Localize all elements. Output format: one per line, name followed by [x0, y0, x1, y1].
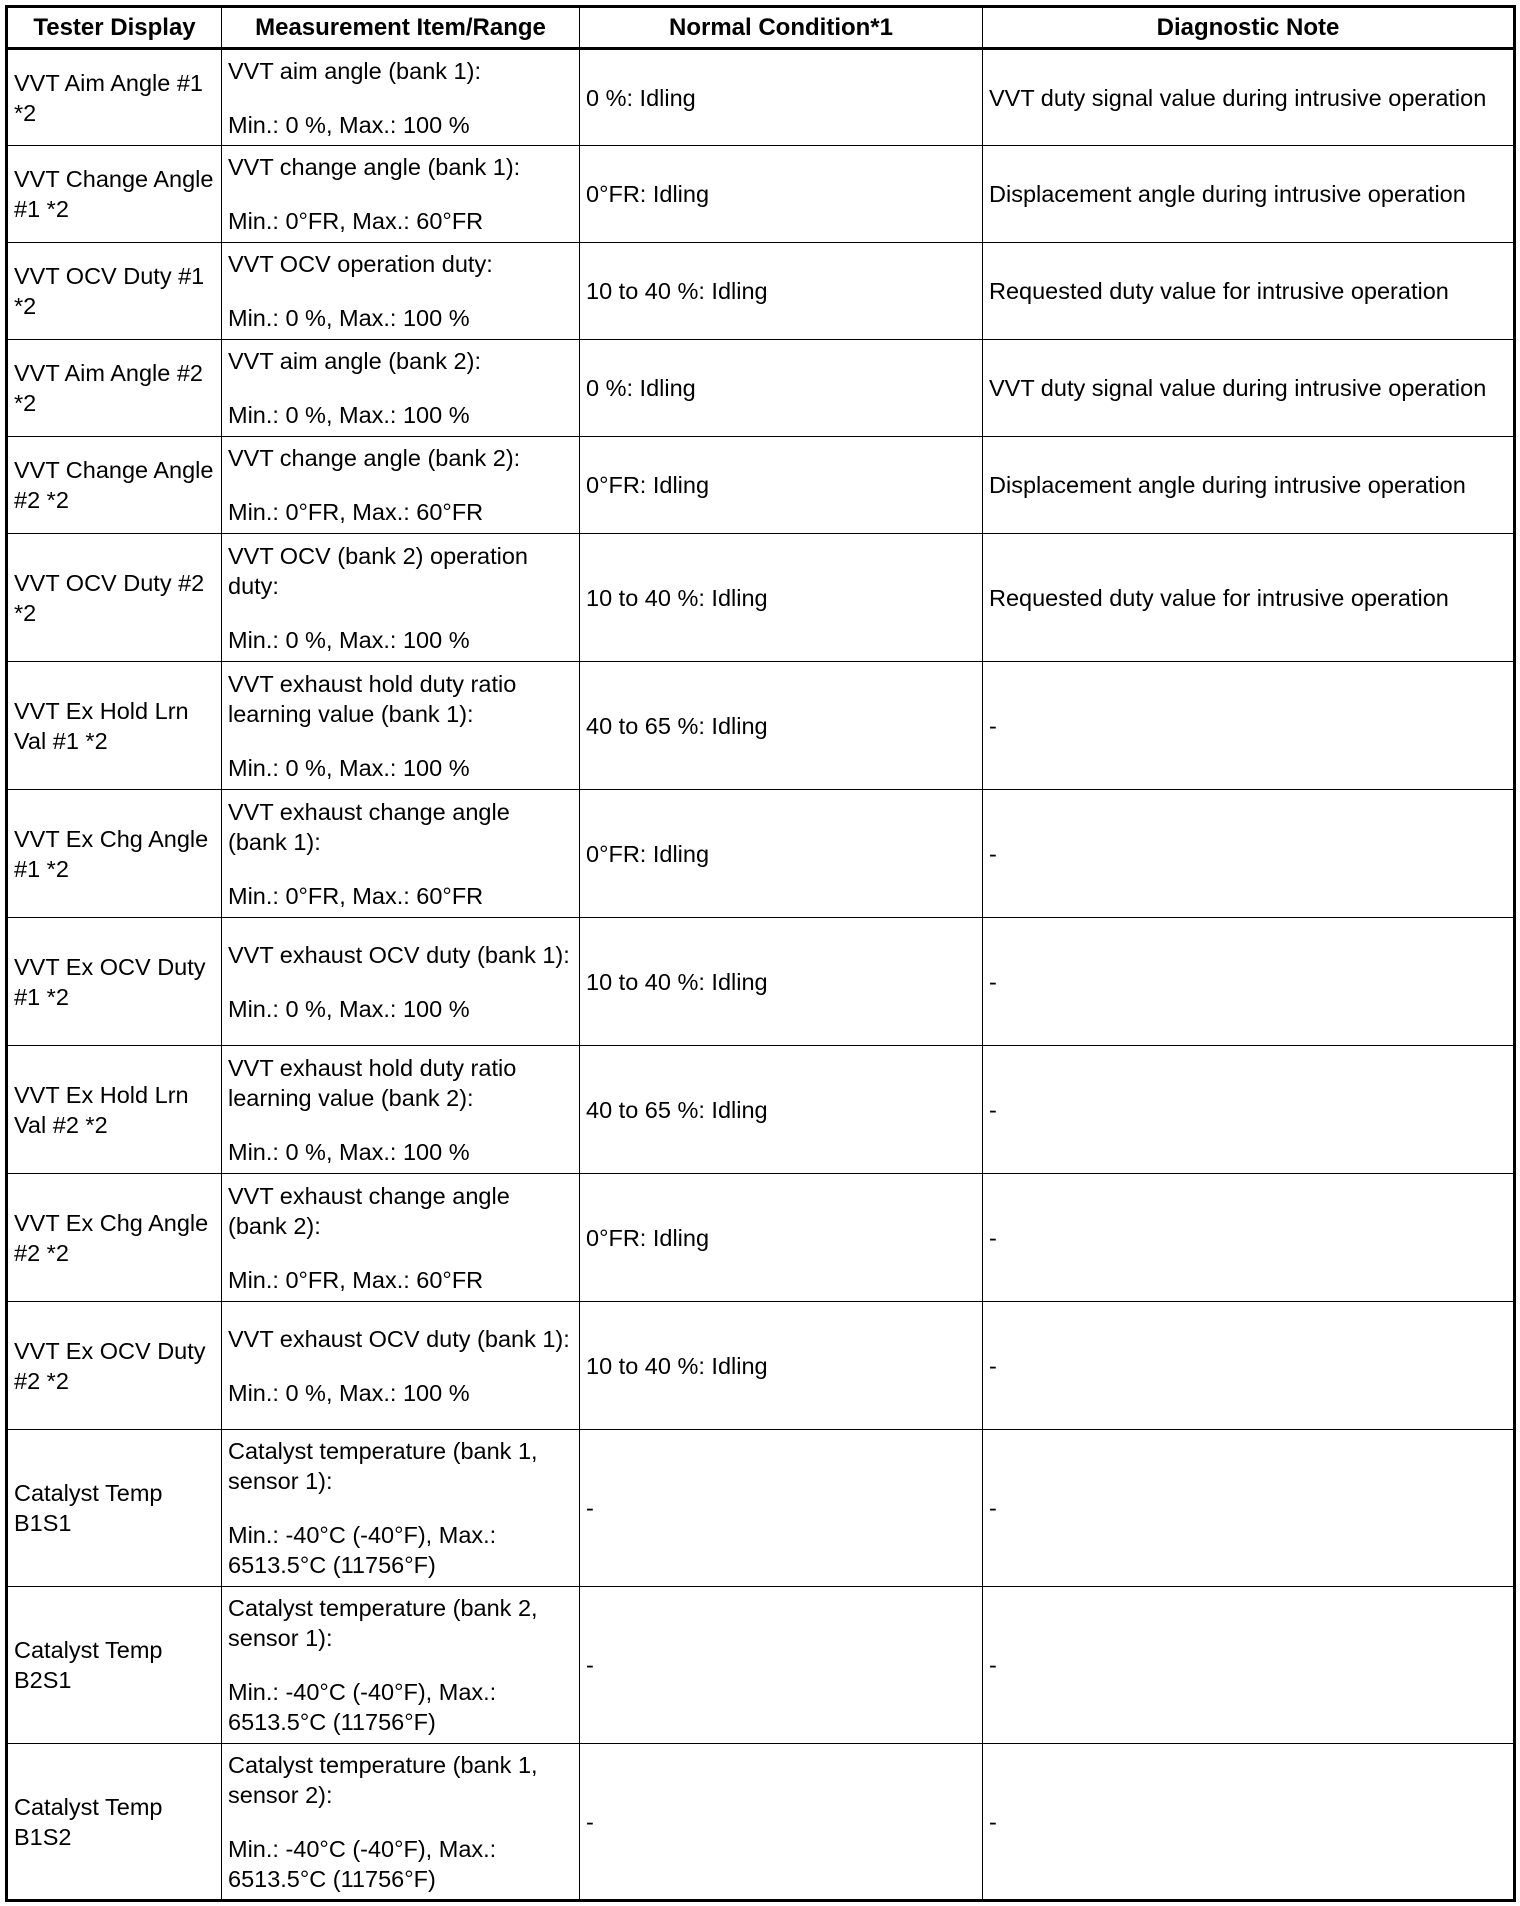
- measurement-cell: [222, 1174, 580, 1302]
- measurement-range: Min.: 0 %, Max.: 100 %: [228, 111, 470, 138]
- measurement-item: VVT change angle (bank 2):: [228, 445, 521, 471]
- diagnostic-note-cell: VVT duty signal value during intrusive operation: [983, 340, 1515, 437]
- tester-display-cell: VVT Change Angle #1 *2: [7, 146, 222, 243]
- tester-display-cell: VVT Ex OCV Duty #1 *2: [7, 918, 222, 1046]
- tester-display-cell: VVT Aim Angle #1 *2: [7, 49, 222, 146]
- measurement-cell: [222, 1302, 580, 1430]
- tester-display-cell: Catalyst Temp B2S1: [7, 1587, 222, 1744]
- measurement-item: Catalyst temperature (bank 1, sensor 1):: [228, 1438, 538, 1494]
- normal-condition-cell: 40 to 65 %: Idling: [580, 1046, 983, 1174]
- measurement-range: Min.: 0°FR, Max.: 60°FR: [228, 499, 484, 525]
- normal-condition-cell: 10 to 40 %: Idling: [580, 243, 983, 340]
- normal-condition-cell: 40 to 65 %: Idling: [580, 662, 983, 790]
- tester-display-cell: Catalyst Temp B1S2: [7, 1744, 222, 1901]
- measurement-item: VVT exhaust hold duty ratio learning value (bank 2):: [228, 1054, 517, 1111]
- measurement-item: VVT exhaust hold duty ratio learning value (bank 1):: [228, 670, 517, 727]
- measurement-range: Min.: 0 %, Max.: 100 %: [228, 402, 470, 428]
- normal-condition-cell: -: [580, 1430, 983, 1587]
- tester-display-cell: VVT Ex Chg Angle #2 *2: [7, 1174, 222, 1302]
- measurement-range: Min.: 0°FR, Max.: 60°FR: [228, 1266, 484, 1293]
- measurement-cell: [222, 1046, 580, 1174]
- measurement-cell: [222, 918, 580, 1046]
- diagnostic-note-cell: -: [983, 918, 1515, 1046]
- normal-condition-cell: 0°FR: Idling: [580, 790, 983, 918]
- normal-condition-cell: 0 %: Idling: [580, 49, 983, 146]
- measurement-cell: [222, 340, 580, 437]
- data-list-table: [5, 5, 1516, 1902]
- measurement-item: Catalyst temperature (bank 1, sensor 2):: [228, 1751, 538, 1808]
- normal-condition-cell: 0°FR: Idling: [580, 1174, 983, 1302]
- measurement-cell: [222, 437, 580, 534]
- diagnostic-note-cell: -: [983, 1046, 1515, 1174]
- measurement-item: VVT exhaust change angle (bank 1):: [228, 798, 510, 855]
- measurement-cell: [222, 534, 580, 662]
- diagnostic-note-cell: Requested duty value for intrusive operation: [983, 534, 1515, 662]
- measurement-range: Min.: -40°C (-40°F), Max.: 6513.5°C (11756°F): [228, 1522, 497, 1578]
- measurement-range: Min.: -40°C (-40°F), Max.: 6513.5°C (11756°F): [228, 1835, 497, 1892]
- measurement-range: Min.: 0 %, Max.: 100 %: [228, 305, 470, 331]
- normal-condition-cell: 0°FR: Idling: [580, 146, 983, 243]
- measurement-range: Min.: 0 %, Max.: 100 %: [228, 754, 470, 781]
- table-header-row: [7, 7, 1515, 49]
- tester-display-cell: VVT OCV Duty #1 *2: [7, 243, 222, 340]
- normal-condition-cell: -: [580, 1587, 983, 1744]
- diagnostic-note-cell: Displacement angle during intrusive operation: [983, 146, 1515, 243]
- measurement-cell: [222, 662, 580, 790]
- measurement-item: VVT OCV (bank 2) operation duty:: [228, 542, 528, 599]
- normal-condition-cell: 0°FR: Idling: [580, 437, 983, 534]
- normal-condition-cell: 0 %: Idling: [580, 340, 983, 437]
- table-row: [7, 146, 1515, 243]
- diagnostic-note-cell: -: [983, 1174, 1515, 1302]
- measurement-range: Min.: 0 %, Max.: 100 %: [228, 995, 470, 1022]
- measurement-range: Min.: 0°FR, Max.: 60°FR: [228, 208, 484, 234]
- tester-display-cell: VVT Ex Chg Angle #1 *2: [7, 790, 222, 918]
- measurement-item: VVT change angle (bank 1):: [228, 154, 521, 180]
- table-row: [7, 340, 1515, 437]
- tester-display-cell: Catalyst Temp B1S1: [7, 1430, 222, 1587]
- diagnostic-note-cell: -: [983, 1302, 1515, 1430]
- diagnostic-note-cell: -: [983, 1430, 1515, 1587]
- normal-condition-cell: 10 to 40 %: Idling: [580, 1302, 983, 1430]
- measurement-item: VVT exhaust OCV duty (bank 1):: [228, 941, 570, 968]
- measurement-range: Min.: 0 %, Max.: 100 %: [228, 626, 470, 653]
- measurement-range: Min.: 0 %, Max.: 100 %: [228, 1379, 470, 1406]
- table-row: [7, 1302, 1515, 1430]
- table-row: [7, 1174, 1515, 1302]
- diagnostic-note-cell: Displacement angle during intrusive operation: [983, 437, 1515, 534]
- table-row: [7, 790, 1515, 918]
- table-row: [7, 243, 1515, 340]
- table-row: [7, 534, 1515, 662]
- diagnostic-note-cell: -: [983, 790, 1515, 918]
- tester-display-cell: VVT Ex Hold Lrn Val #2 *2: [7, 1046, 222, 1174]
- diagnostic-note-cell: -: [983, 1744, 1515, 1901]
- measurement-item: Catalyst temperature (bank 2, sensor 1):: [228, 1595, 538, 1651]
- measurement-range: Min.: 0 %, Max.: 100 %: [228, 1138, 470, 1165]
- measurement-range: Min.: -40°C (-40°F), Max.: 6513.5°C (11756°F): [228, 1679, 497, 1735]
- table-row: [7, 49, 1515, 146]
- table-row: [7, 1587, 1515, 1744]
- measurement-item: VVT aim angle (bank 1):: [228, 57, 481, 84]
- tester-display-cell: VVT Ex Hold Lrn Val #1 *2: [7, 662, 222, 790]
- normal-condition-cell: 10 to 40 %: Idling: [580, 918, 983, 1046]
- tester-display-cell: VVT Aim Angle #2 *2: [7, 340, 222, 437]
- measurement-cell: [222, 1430, 580, 1587]
- diagnostic-note-cell: VVT duty signal value during intrusive operation: [983, 49, 1515, 146]
- diagnostic-note-cell: Requested duty value for intrusive operation: [983, 243, 1515, 340]
- measurement-cell: [222, 790, 580, 918]
- measurement-cell: [222, 146, 580, 243]
- table-row: [7, 918, 1515, 1046]
- table-row: [7, 1430, 1515, 1587]
- measurement-range: Min.: 0°FR, Max.: 60°FR: [228, 882, 484, 909]
- table-row: [7, 1046, 1515, 1174]
- tester-display-cell: VVT OCV Duty #2 *2: [7, 534, 222, 662]
- diagnostic-note-cell: -: [983, 1587, 1515, 1744]
- tester-display-cell: VVT Change Angle #2 *2: [7, 437, 222, 534]
- header-tester-display: Tester Display: [7, 7, 222, 49]
- measurement-cell: [222, 1587, 580, 1744]
- table-row: [7, 1744, 1515, 1901]
- normal-condition-cell: -: [580, 1744, 983, 1901]
- measurement-item: VVT aim angle (bank 2):: [228, 348, 481, 374]
- header-diagnostic-note: Diagnostic Note: [983, 7, 1515, 49]
- measurement-cell: [222, 1744, 580, 1901]
- header-measurement-item: Measurement Item/Range: [222, 7, 580, 49]
- table-row: [7, 662, 1515, 790]
- header-normal-condition: Normal Condition*1: [580, 7, 983, 49]
- diagnostic-note-cell: -: [983, 662, 1515, 790]
- table-row: [7, 437, 1515, 534]
- measurement-item: VVT exhaust change angle (bank 2):: [228, 1182, 510, 1239]
- measurement-item: VVT OCV operation duty:: [228, 251, 493, 277]
- normal-condition-cell: 10 to 40 %: Idling: [580, 534, 983, 662]
- tester-display-cell: VVT Ex OCV Duty #2 *2: [7, 1302, 222, 1430]
- measurement-cell: [222, 243, 580, 340]
- measurement-cell: [222, 49, 580, 146]
- measurement-item: VVT exhaust OCV duty (bank 1):: [228, 1325, 570, 1352]
